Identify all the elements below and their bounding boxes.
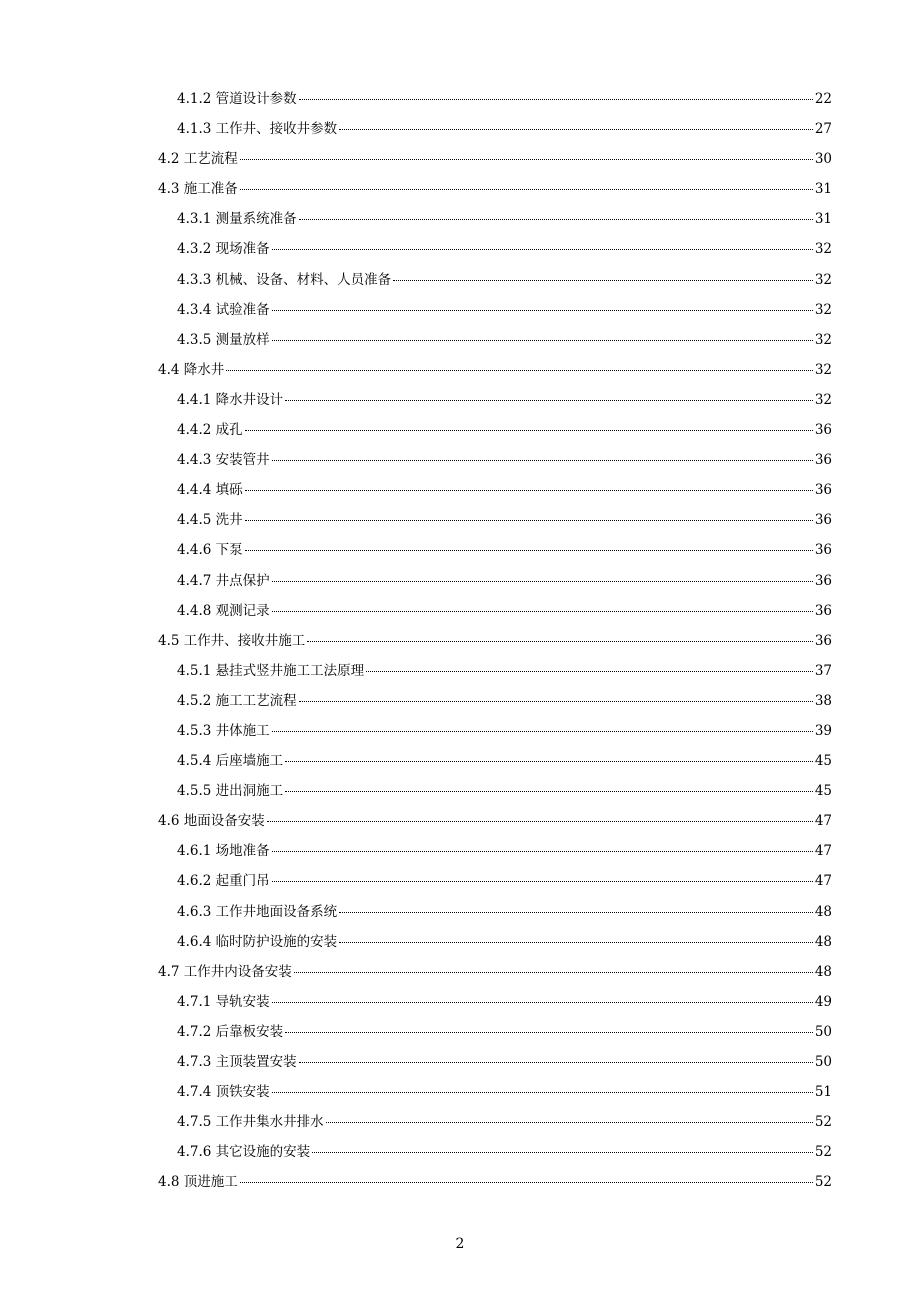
toc-entry-page: 36 [814,602,832,619]
toc-entry[interactable] [158,1137,832,1167]
toc-entry[interactable] [158,355,832,385]
toc-entry-title: 4.4.1 降水井设计 [177,391,284,408]
toc-entry[interactable] [158,746,832,776]
toc-entry-title: 4.4.8 观测记录 [177,602,270,619]
toc-dot-leader [272,851,813,852]
toc-dot-leader [226,370,813,371]
toc-entry-page: 31 [814,181,832,198]
toc-entry-title: 4.3.1 测量系统准备 [177,211,297,228]
toc-entry[interactable] [158,656,832,686]
toc-entry-title: 4.1.2 管道设计参数 [177,91,297,107]
toc-entry-title: 4.7.6 其它设施的安装 [177,1144,311,1161]
toc-entry-page: 48 [814,933,832,950]
toc-entry-page: 52 [814,1144,832,1161]
toc-entry-page: 27 [814,121,832,138]
toc-entry-title: 4.5.4 后座墙施工 [177,753,284,770]
page-number: 2 [455,1236,465,1252]
toc-entry[interactable] [158,1167,832,1197]
toc-entry-title: 4.4.6 下泵 [177,542,243,559]
toc-entry-page: 51 [814,1084,832,1101]
toc-entry-title: 4.6.3 工作井地面设备系统 [177,903,338,920]
toc-dot-leader [285,400,813,401]
toc-entry[interactable] [158,566,832,596]
toc-entry-title: 4.4.5 洗井 [177,512,243,529]
toc-entry-title: 4.5.2 施工工艺流程 [177,692,297,709]
toc-entry-title: 4.5.1 悬挂式竖井施工工法原理 [177,662,365,679]
toc-dot-leader [245,430,813,431]
toc-entry-page: 49 [814,993,832,1010]
toc-entry-title: 4.3.5 测量放样 [177,331,270,348]
toc-entry-page: 50 [814,1023,832,1040]
toc-entry[interactable] [158,1077,832,1107]
toc-dot-leader [285,791,813,792]
toc-entry-page: 32 [814,241,832,258]
toc-entry-page: 32 [814,301,832,318]
toc-entry[interactable] [158,505,832,535]
toc-entry[interactable] [158,265,832,295]
toc-entry-title: 4.7.4 顶铁安装 [177,1084,270,1101]
toc-entry[interactable] [158,626,832,656]
toc-dot-leader [326,1122,813,1123]
toc-entry-page: 48 [814,903,832,920]
toc-entry-title: 4.3.2 现场准备 [177,241,270,258]
toc-entry[interactable] [158,415,832,445]
toc-entry-page: 32 [814,391,832,408]
toc-dot-leader [339,942,813,943]
toc-entry-page: 36 [814,482,832,499]
toc-entry-page: 22 [814,91,832,107]
toc-entry[interactable] [158,596,832,626]
toc-entry[interactable] [158,535,832,565]
toc-entry[interactable] [158,836,832,866]
toc-entry[interactable] [158,475,832,505]
toc-entry[interactable] [158,987,832,1017]
toc-dot-leader [272,460,813,461]
toc-entry-title: 4.5.5 进出洞施工 [177,783,284,800]
toc-entry-page: 45 [814,783,832,800]
toc-dot-leader [240,1182,813,1183]
toc-entry-title: 4.6.4 临时防护设施的安装 [177,933,338,950]
toc-entry-title: 4.7.5 工作井集水井排水 [177,1114,324,1131]
toc-dot-leader [245,520,813,521]
toc-entry-title: 4.3 施工准备 [158,181,238,198]
toc-dot-leader [240,159,813,160]
toc-entry[interactable] [158,385,832,415]
toc-entry-title: 4.2 工艺流程 [158,151,238,168]
toc-entry-page: 36 [814,572,832,589]
toc-entry[interactable] [158,1017,832,1047]
toc-entry[interactable] [158,84,832,114]
toc-dot-leader [299,701,813,702]
toc-entry-title: 4.3.4 试验准备 [177,301,270,318]
toc-dot-leader [240,189,813,190]
toc-entry-page: 48 [814,963,832,980]
toc-dot-leader [272,731,813,732]
toc-entry-page: 31 [814,211,832,228]
toc-entry-title: 4.3.3 机械、设备、材料、人员准备 [177,271,392,288]
toc-entry-title: 4.7.3 主顶装置安装 [177,1054,297,1070]
toc-dot-leader [272,310,813,311]
toc-dot-leader [339,912,813,913]
toc-entry-page: 36 [814,632,832,649]
toc-entry-page: 52 [814,1174,832,1191]
toc-entry-title: 4.4 降水井 [158,361,225,378]
toc-entry-title: 4.4.7 井点保护 [177,572,270,589]
toc-entry-page: 45 [814,753,832,770]
toc-entry-title: 4.7.1 导轨安装 [177,993,270,1010]
toc-entry[interactable] [158,295,832,325]
toc-dot-leader [285,761,813,762]
toc-entry-page: 32 [814,271,832,288]
table-of-contents [158,84,832,1197]
toc-entry-page: 37 [814,662,832,679]
toc-entry-title: 4.8 顶进施工 [158,1174,238,1191]
toc-entry[interactable] [158,144,832,174]
toc-dot-leader [294,972,813,973]
toc-dot-leader [299,1062,813,1063]
toc-entry-title: 4.4.4 填砾 [177,482,243,499]
toc-entry-page: 36 [814,422,832,439]
toc-entry-title: 4.7.2 后靠板安装 [177,1023,284,1040]
toc-entry-page: 52 [814,1114,832,1131]
toc-entry-page: 36 [814,512,832,529]
toc-entry-page: 36 [814,452,832,469]
toc-entry[interactable] [158,716,832,746]
toc-entry-page: 39 [814,722,832,739]
toc-entry-page: 32 [814,331,832,348]
toc-dot-leader [272,340,813,341]
toc-dot-leader [245,490,813,491]
toc-entry-title: 4.1.3 工作井、接收井参数 [177,121,338,138]
toc-entry-title: 4.6.2 起重门吊 [177,873,270,890]
toc-entry[interactable] [158,445,832,475]
toc-entry[interactable] [158,686,832,716]
toc-entry[interactable] [158,174,832,204]
toc-entry-page: 32 [814,361,832,378]
toc-entry[interactable] [158,957,832,987]
toc-entry[interactable] [158,1107,832,1137]
toc-dot-leader [285,1032,813,1033]
toc-dot-leader [307,641,813,642]
toc-dot-leader [267,821,813,822]
toc-entry[interactable] [158,776,832,806]
toc-entry[interactable] [158,234,832,264]
toc-entry[interactable] [158,114,832,144]
toc-dot-leader [299,219,813,220]
toc-dot-leader [366,671,813,672]
toc-dot-leader [339,129,813,130]
toc-entry-page: 50 [814,1054,832,1070]
toc-dot-leader [272,1092,813,1093]
toc-dot-leader [272,611,813,612]
toc-dot-leader [272,581,813,582]
toc-dot-leader [272,249,813,250]
toc-entry-title: 4.5 工作井、接收井施工 [158,632,306,649]
toc-entry[interactable] [158,1047,832,1077]
toc-entry[interactable] [158,806,832,836]
toc-entry-title: 4.5.3 井体施工 [177,722,270,739]
toc-entry[interactable] [158,927,832,957]
toc-entry-page: 30 [814,151,832,168]
toc-dot-leader [312,1152,813,1153]
toc-entry-title: 4.4.2 成孔 [177,422,243,439]
toc-entry[interactable] [158,204,832,234]
toc-dot-leader [272,881,813,882]
toc-entry-page: 38 [814,692,832,709]
toc-dot-leader [299,99,813,100]
toc-entry-page: 47 [814,843,832,860]
toc-entry-page: 36 [814,542,832,559]
toc-entry[interactable] [158,325,832,355]
toc-entry-page: 47 [814,813,832,830]
toc-entry-title: 4.6.1 场地准备 [177,843,270,860]
toc-dot-leader [393,280,813,281]
toc-entry-title: 4.6 地面设备安装 [158,813,265,830]
toc-dot-leader [272,1002,813,1003]
toc-dot-leader [245,550,813,551]
toc-entry-page: 47 [814,873,832,890]
toc-entry[interactable] [158,897,832,927]
toc-entry-title: 4.4.3 安装管井 [177,452,270,469]
toc-entry[interactable] [158,866,832,896]
toc-entry-title: 4.7 工作井内设备安装 [158,963,292,980]
